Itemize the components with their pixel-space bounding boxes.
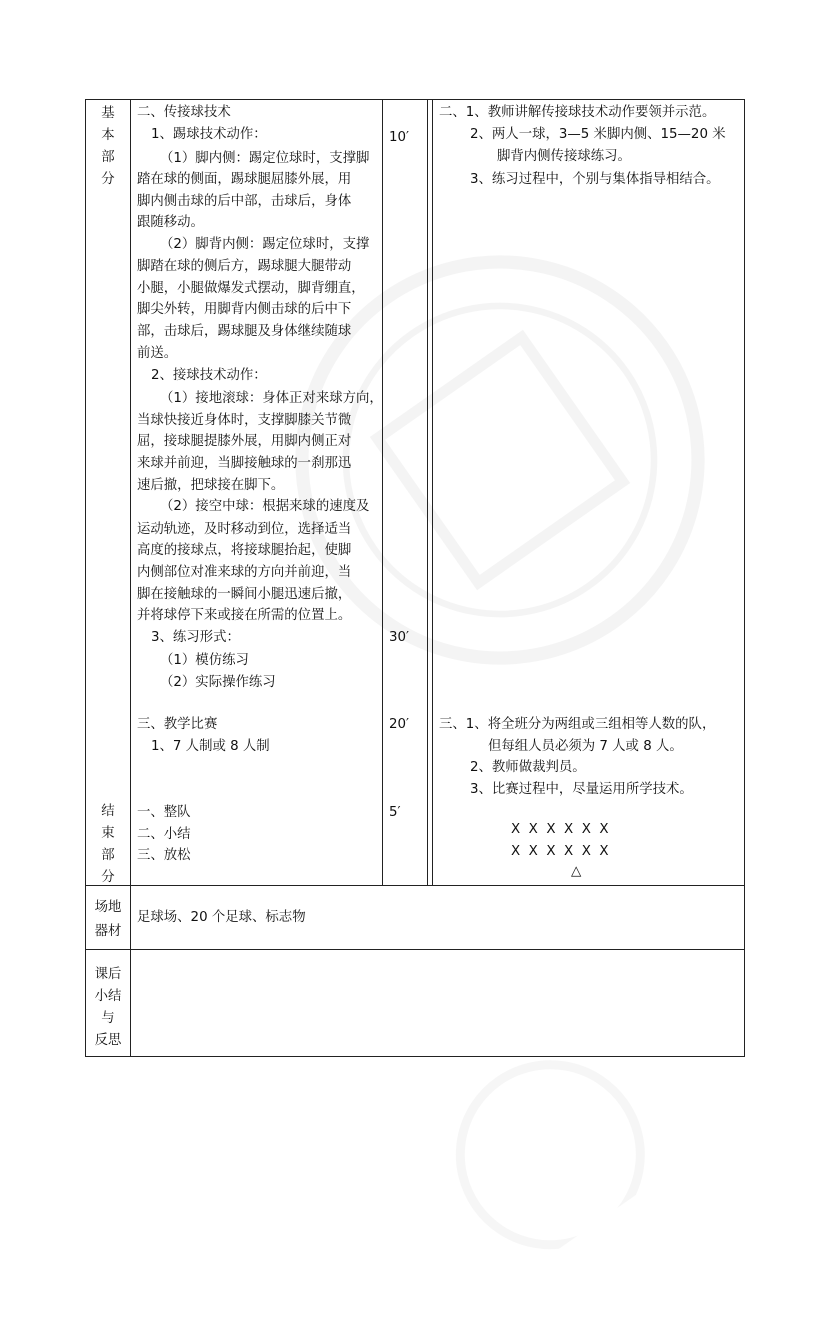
content-line: 脚尖外转，用脚背内侧击球的后中下 [137,302,352,317]
method-line: 脚背内侧传接球练习。 [497,149,631,164]
content-line: 脚踏在球的侧后方，踢球腿大腿带动 [137,259,352,274]
content-line: （2）脚背内侧：踢定位球时，支撑 [160,237,370,252]
basic-label-char: 本 [101,128,115,143]
content-line: 脚在接触球的一瞬间小腿迅速后撤， [137,587,352,602]
row-divider-reflection [85,949,745,950]
content-line: 跟随移动。 [137,215,204,230]
method-line: 三、1、将全班分为两组或三组相等人数的队， [439,717,716,732]
content-heading: 三、教学比赛 [137,717,218,732]
time-value: 30′ [389,630,410,645]
venue-label: 器材 [94,924,122,939]
column-divider-method-a [427,99,428,885]
content-line: 当球快接近身体时，支撑脚膝关节微 [137,413,352,428]
table-border-top [85,99,745,100]
content-line: 部，击球后，踢球腿及身体继续随球 [137,324,352,339]
reflection-label: 小结 [94,989,122,1004]
basic-label-char: 分 [101,172,115,187]
reflection-label: 反思 [94,1033,122,1048]
method-line: 但每组人员必须为 7 人或 8 人。 [488,739,683,754]
content-line: 二、小结 [137,827,191,842]
reflection-label: 与 [101,1011,115,1026]
method-line: 2、教师做裁判员。 [470,760,586,775]
content-line: 高度的接球点，将接球腿抬起，使脚 [137,543,352,558]
method-line: 3、练习过程中，个别与集体指导相结合。 [470,172,720,187]
method-line: 3、比赛过程中，尽量运用所学技术。 [470,782,693,797]
content-line: 速后撤，把球接在脚下。 [137,478,285,493]
content-line: 脚内侧击球的后中部，击球后，身体 [137,194,352,209]
time-value: 5′ [389,805,401,820]
content-line: 运动轨迹，及时移动到位，选择适当 [137,522,352,537]
content-line: （2）接空中球：根据来球的速度及 [160,499,370,514]
time-value: 20′ [389,717,410,732]
content-line: 前送。 [137,346,178,361]
content-line: 来球并前迎，当脚接触球的一刹那迅 [137,456,352,471]
content-line: （2）实际操作练习 [160,675,276,690]
end-label-char: 部 [101,848,115,863]
content-heading: 二、传接球技术 [137,105,231,120]
column-divider-method-b [432,99,433,885]
time-value: 10′ [389,130,410,145]
content-line: 三、放松 [137,848,191,863]
end-label-char: 结 [101,804,115,819]
column-divider-label [130,99,131,1057]
column-divider-time [382,99,383,885]
formation-row: X X X X X X [511,822,609,837]
end-label-char: 分 [101,870,115,885]
venue-label: 场地 [94,900,122,915]
reflection-value[interactable] [137,963,737,1051]
content-line: 一、整队 [137,805,191,820]
content-line: 内侧部位对准来球的方向并前迎，当 [137,565,352,580]
content-subheading: 3、练习形式： [151,630,240,645]
end-label-char: 束 [101,826,115,841]
row-divider-venue [85,885,745,886]
content-line: 并将球停下来或接在所需的位置上。 [137,608,352,623]
content-line: （1）脚内侧：踢定位球时，支撑脚 [160,151,370,166]
formation-row: X X X X X X [511,844,609,859]
basic-label-char: 部 [101,150,115,165]
content-subheading: 1、7 人制或 8 人制 [151,739,270,754]
teacher-position-mark: △ [571,864,582,879]
method-line: 二、1、教师讲解传接球技术动作要领并示范。 [439,105,716,120]
content-line: 屈，接球腿提膝外展，用脚内侧正对 [137,434,352,449]
table-border-right [744,99,745,1057]
reflection-label: 课后 [94,967,122,982]
content-line: 踏在球的侧面，踢球腿屈膝外展，用 [137,172,352,187]
basic-label-char: 基 [101,106,115,121]
table-border-bottom [85,1056,745,1057]
content-subheading: 2、接球技术动作： [151,368,267,383]
content-line: 小腿，小腿做爆发式摆动，脚背绷直， [137,281,365,296]
content-line: （1）模仿练习 [160,653,249,668]
method-line: 2、两人一球，3—5 米脚内侧、15—20 米 [470,127,726,142]
content-line: （1）接地滚球：身体正对来球方向， [160,391,383,406]
venue-value: 足球场、20 个足球、标志物 [137,910,306,925]
content-subheading: 1、踢球技术动作： [151,127,267,142]
